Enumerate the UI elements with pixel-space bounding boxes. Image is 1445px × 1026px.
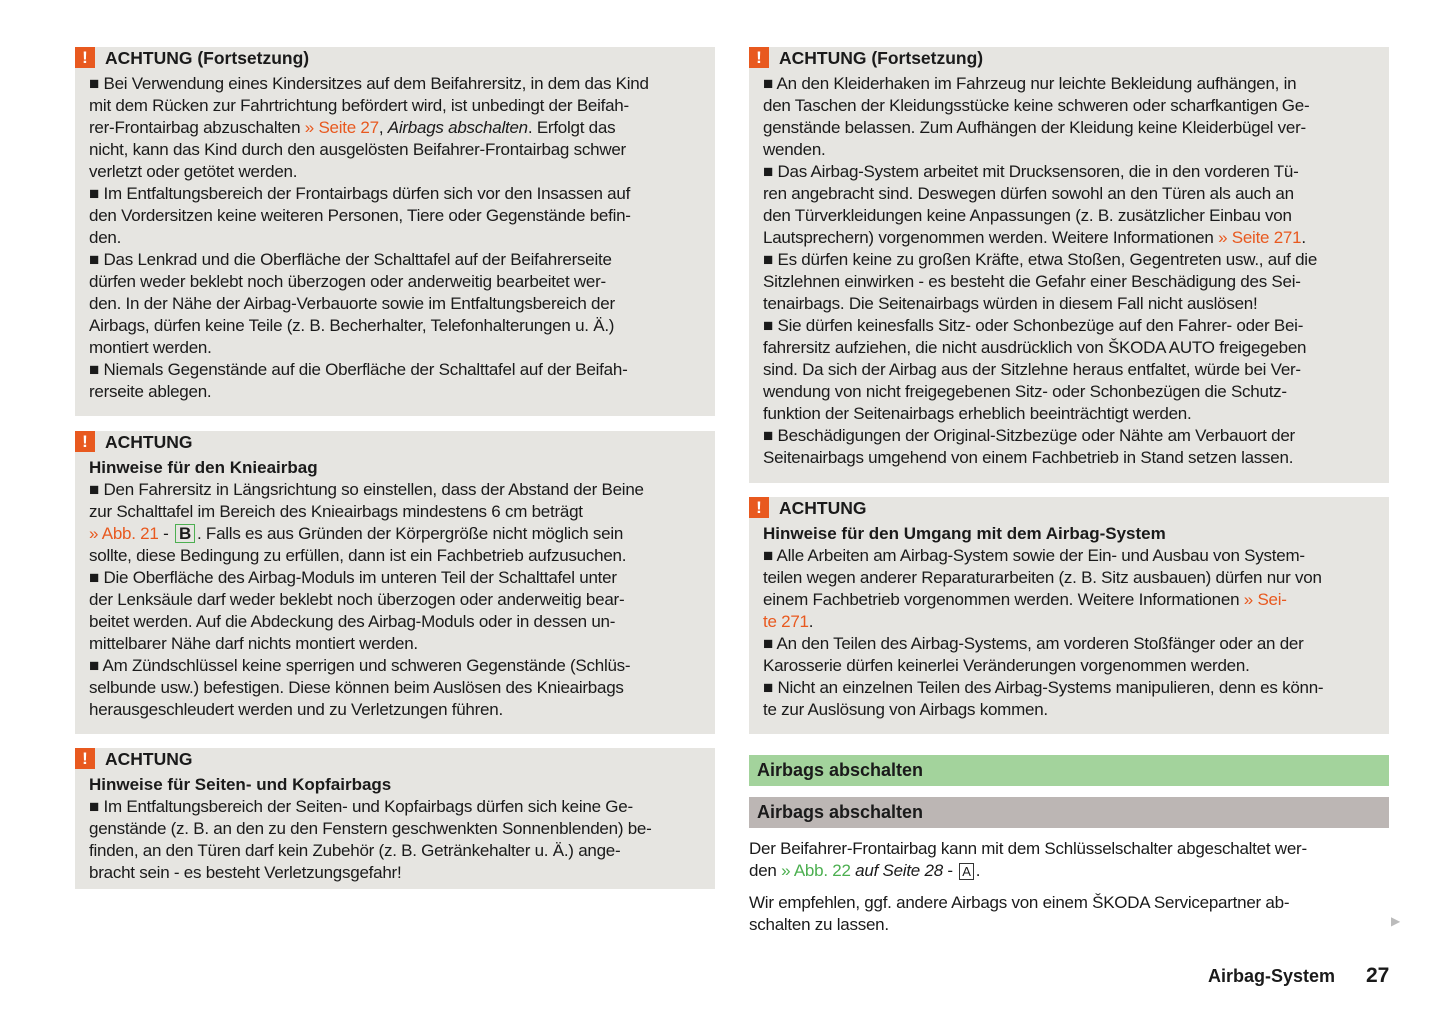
text-segment: schalten zu lassen. xyxy=(749,915,889,934)
cross-reference-link[interactable]: » Sei- xyxy=(1243,590,1287,609)
text-line xyxy=(89,501,715,523)
text-line xyxy=(89,73,715,95)
warning-title: ACHTUNG (Fortsetzung) xyxy=(105,48,310,68)
warning-title: ACHTUNG (Fortsetzung) xyxy=(779,48,984,68)
text-line xyxy=(763,545,1389,567)
text-segment: zur Schalttafel im Bereich des Knieairbags mindestens 6 cm beträgt xyxy=(89,502,583,521)
warning-icon: ! xyxy=(75,431,95,452)
warning-header xyxy=(756,497,1389,519)
text-segment: ■ Niemals Gegenstände auf die Oberfläche der Schalttafel auf der Beifah- xyxy=(89,360,628,379)
text-line xyxy=(89,249,715,271)
text-segment: finden, an den Türen darf kein Zubehör (z. B. Getränkehalter u. Ä.) ange- xyxy=(89,841,621,860)
text-segment: ■ Das Airbag-System arbeitet mit Drucksensoren, die in den vorderen Tü- xyxy=(763,162,1299,181)
text-segment: dürfen weder beklebt noch überzogen oder anderweitig bearbeitet wer- xyxy=(89,272,606,291)
text-segment: den Taschen der Kleidungsstücke keine schweren oder scharfkantigen Ge- xyxy=(763,96,1310,115)
text-line xyxy=(89,161,715,183)
text-line xyxy=(763,227,1389,249)
text-line xyxy=(763,293,1389,315)
warning-header xyxy=(82,47,715,69)
text-segment: ■ Im Entfaltungsbereich der Frontairbags dürfen sich vor den Insassen auf xyxy=(89,184,631,203)
italic-reference: auf Seite 28 xyxy=(850,861,943,880)
text-segment: - xyxy=(942,861,958,880)
text-line xyxy=(89,359,715,381)
text-segment: Airbags, dürfen keine Teile (z. B. Becherhalter, Telefonhalterungen u. Ä.) xyxy=(89,316,615,335)
text-segment: den. In der Nähe der Airbag-Verbauorte sowie im Entfaltungsbereich der xyxy=(89,294,615,313)
text-segment: ■ Beschädigungen der Original-Sitzbezüge oder Nähte am Verbauort der xyxy=(763,426,1295,445)
text-line xyxy=(89,139,715,161)
text-segment: herausgeschleudert werden und zu Verletzungen führen. xyxy=(89,700,503,719)
text-line xyxy=(763,699,1389,721)
warning-box xyxy=(75,431,715,734)
text-line xyxy=(89,381,715,403)
text-segment: den. xyxy=(89,228,122,247)
text-segment: ■ Sie dürfen keinesfalls Sitz- oder Schonbezüge auf den Fahrer- oder Bei- xyxy=(763,316,1304,335)
warning-title: ACHTUNG xyxy=(105,749,193,769)
text-segment: bracht sein - es besteht Verletzungsgefahr! xyxy=(89,863,402,882)
text-segment: ■ Bei Verwendung eines Kindersitzes auf dem Beifahrersitz, in dem das Kind xyxy=(89,74,649,93)
text-segment: verletzt oder getötet werden. xyxy=(89,162,298,181)
text-line xyxy=(763,337,1389,359)
warning-icon: ! xyxy=(749,47,769,68)
text-segment: . xyxy=(1301,228,1306,247)
text-segment: fahrersitz aufziehen, die nicht ausdrücklich von ŠKODA AUTO freigegeben xyxy=(763,338,1307,357)
text-line xyxy=(89,818,715,840)
text-segment: Karosserie dürfen keinerlei Veränderungen vorgenommen werden. xyxy=(763,656,1250,675)
footer-chapter: Airbag-System xyxy=(1208,966,1336,986)
warning-box xyxy=(749,497,1389,734)
text-segment: . Erfolgt das xyxy=(527,118,616,137)
text-line xyxy=(89,589,715,611)
figure-label-badge: A xyxy=(959,863,973,880)
text-segment: . Falls es aus Gründen der Körpergröße nicht möglich sein xyxy=(196,524,624,543)
text-segment: ■ Nicht an einzelnen Teilen des Airbag-Systems manipulieren, denn es könn- xyxy=(763,678,1324,697)
text-segment: ■ Im Entfaltungsbereich der Seiten- und Kopfairbags dürfen sich keine Ge- xyxy=(89,797,633,816)
text-segment: mittelbarer Nähe darf nichts montiert werden. xyxy=(89,634,418,653)
text-segment: , xyxy=(378,118,388,137)
text-segment: - xyxy=(158,524,173,543)
text-line xyxy=(763,447,1389,469)
warning-header xyxy=(82,748,715,770)
text-line xyxy=(89,523,715,545)
warning-box xyxy=(749,47,1389,483)
text-line xyxy=(89,611,715,633)
text-segment: den Türverkleidungen keine Anpassungen (z. B. zusätzlicher Einbau von xyxy=(763,206,1292,225)
text-line xyxy=(763,161,1389,183)
warning-icon: ! xyxy=(75,47,95,68)
text-segment: rerseite ablegen. xyxy=(89,382,212,401)
text-line xyxy=(763,677,1389,699)
text-line xyxy=(89,293,715,315)
text-line xyxy=(749,914,1399,936)
warning-icon: ! xyxy=(749,497,769,518)
text-segment: teilen wegen anderer Reparaturarbeiten (z. B. Sitz ausbauen) dürfen nur von xyxy=(763,568,1322,587)
text-segment: einem Fachbetrieb vorgenommen werden. Weitere Informationen xyxy=(763,590,1244,609)
text-line xyxy=(763,73,1389,95)
text-segment: Wir empfehlen, ggf. andere Airbags von einem ŠKODA Servicepartner ab- xyxy=(749,893,1290,912)
text-segment: ■ An den Teilen des Airbag-Systems, am vorderen Stoßfänger oder an der xyxy=(763,634,1304,653)
text-segment: ■ Die Oberfläche des Airbag-Moduls im unteren Teil der Schalttafel unter xyxy=(89,568,617,587)
text-segment: montiert werden. xyxy=(89,338,212,357)
section-heading: Airbags abschalten xyxy=(749,755,1389,786)
text-segment: ren angebracht sind. Deswegen dürfen sowohl an den Türen als auch an xyxy=(763,184,1294,203)
text-line xyxy=(89,95,715,117)
text-segment: funktion der Seitenairbags erheblich beeinträchtigt werden. xyxy=(763,404,1192,423)
text-line xyxy=(89,545,715,567)
cross-reference-link[interactable]: te 271 xyxy=(763,612,809,631)
text-segment: . xyxy=(975,861,981,880)
text-line xyxy=(89,633,715,655)
footer-page-number: 27 xyxy=(1366,964,1390,987)
text-segment: ■ Am Zündschlüssel keine sperrigen und schweren Gegenstände (Schlüs- xyxy=(89,656,631,675)
text-segment: Der Beifahrer-Frontairbag kann mit dem Schlüsselschalter abgeschaltet wer- xyxy=(749,839,1307,858)
text-line xyxy=(763,315,1389,337)
text-line xyxy=(89,315,715,337)
text-line xyxy=(89,677,715,699)
text-line xyxy=(89,271,715,293)
text-segment: rer-Frontairbag abzuschalten xyxy=(89,118,305,137)
text-segment: tenairbags. Die Seitenairbags würden in diesem Fall nicht auslösen! xyxy=(763,294,1258,313)
cross-reference-link[interactable]: » Abb. 21 xyxy=(89,524,159,543)
warning-box xyxy=(75,748,715,889)
text-line xyxy=(89,227,715,249)
text-segment: Sitzlehnen einwirken - es besteht die Gefahr einer Beschädigung des Sei- xyxy=(763,272,1301,291)
text-line xyxy=(89,479,715,501)
text-line xyxy=(89,699,715,721)
warning-icon: ! xyxy=(75,748,95,769)
text-line xyxy=(763,633,1389,655)
paragraph xyxy=(749,838,1399,882)
text-line xyxy=(749,838,1399,860)
cross-reference-link[interactable]: » Seite 271 xyxy=(1218,228,1302,247)
text-segment: ■ Den Fahrersitz in Längsrichtung so einstellen, dass der Abstand der Beine xyxy=(89,480,644,499)
text-segment: der Lenksäule darf weder beklebt noch überzogen oder anderweitig bear- xyxy=(89,590,625,609)
figure-label-badge: B xyxy=(175,524,195,543)
warning-title: ACHTUNG xyxy=(105,432,193,452)
text-segment: genstände belassen. Zum Aufhängen der Kleidung keine Kleiderbügel ver- xyxy=(763,118,1306,137)
paragraph xyxy=(749,892,1399,936)
text-segment: nicht, kann das Kind durch den ausgelösten Beifahrer-Frontairbag schwer xyxy=(89,140,626,159)
cross-reference-link[interactable]: » Abb. 22 xyxy=(781,861,851,880)
text-line xyxy=(763,403,1389,425)
text-line xyxy=(763,359,1389,381)
text-line xyxy=(763,655,1389,677)
text-line xyxy=(89,337,715,359)
text-line xyxy=(89,862,715,884)
warning-title: ACHTUNG xyxy=(779,498,867,518)
cross-reference-link[interactable]: » Seite 27 xyxy=(304,118,379,137)
continue-arrow-icon: ▶ xyxy=(1391,914,1401,928)
italic-reference: Airbags abschalten xyxy=(387,118,528,137)
text-segment: ■ An den Kleiderhaken im Fahrzeug nur leichte Bekleidung aufhängen, in xyxy=(763,74,1297,93)
warning-header xyxy=(756,47,1389,69)
text-line xyxy=(749,892,1399,914)
text-segment: den xyxy=(749,861,782,880)
text-segment: Seitenairbags umgehend von einem Fachbetrieb in Stand setzen lassen. xyxy=(763,448,1294,467)
text-line xyxy=(763,249,1389,271)
text-line xyxy=(763,611,1389,633)
text-segment: Lautsprechern) vorgenommen werden. Weitere Informationen xyxy=(763,228,1219,247)
text-segment: wenden. xyxy=(763,140,826,159)
text-line xyxy=(763,589,1389,611)
warning-box xyxy=(75,47,715,416)
text-segment: ■ Das Lenkrad und die Oberfläche der Schalttafel auf der Beifahrerseite xyxy=(89,250,612,269)
text-line xyxy=(89,796,715,818)
text-line xyxy=(763,381,1389,403)
text-segment: sollte, diese Bedingung zu erfüllen, dann ist ein Fachbetrieb aufzusuchen. xyxy=(89,546,627,565)
text-segment: selbunde usw.) befestigen. Diese können beim Auslösen des Knieairbags xyxy=(89,678,624,697)
warning-subtitle: Hinweise für den Umgang mit dem Airbag-System xyxy=(763,524,1166,543)
text-line xyxy=(763,205,1389,227)
text-line xyxy=(89,205,715,227)
text-segment: ■ Es dürfen keine zu großen Kräfte, etwa Stoßen, Gegentreten usw., auf die xyxy=(763,250,1318,269)
text-segment: ■ Alle Arbeiten am Airbag-System sowie der Ein- und Ausbau von System- xyxy=(763,546,1305,565)
text-line xyxy=(763,271,1389,293)
text-line xyxy=(89,567,715,589)
text-segment: beitet werden. Auf die Abdeckung des Airbag-Moduls oder in dessen un- xyxy=(89,612,616,631)
text-segment: genstände (z. B. an den zu den Fenstern geschwenkten Sonnenblenden) be- xyxy=(89,819,652,838)
text-segment: den Vordersitzen keine weiteren Personen, Tiere oder Gegenstände befin- xyxy=(89,206,631,225)
text-line xyxy=(763,95,1389,117)
text-line xyxy=(763,425,1389,447)
text-line xyxy=(89,183,715,205)
text-line xyxy=(763,567,1389,589)
text-segment: sind. Da sich der Airbag aus der Sitzlehne heraus entfaltet, würde bei Ver- xyxy=(763,360,1301,379)
sub-heading: Airbags abschalten xyxy=(749,797,1389,828)
text-line xyxy=(763,139,1389,161)
text-line xyxy=(763,117,1389,139)
text-segment: mit dem Rücken zur Fahrtrichtung befördert wird, ist unbedingt der Beifah- xyxy=(89,96,629,115)
text-line xyxy=(763,183,1389,205)
text-line xyxy=(89,117,715,139)
warning-subtitle: Hinweise für Seiten- und Kopfairbags xyxy=(89,775,392,794)
warning-subtitle: Hinweise für den Knieairbag xyxy=(89,458,318,477)
text-segment: wendung von nicht freigegebenen Sitz- oder Schonbezügen die Schutz- xyxy=(763,382,1287,401)
text-line xyxy=(749,860,1399,882)
text-segment: te zur Auslösung von Airbags kommen. xyxy=(763,700,1048,719)
text-line xyxy=(89,840,715,862)
warning-header xyxy=(82,431,715,453)
text-line xyxy=(89,655,715,677)
text-segment: . xyxy=(808,612,814,631)
